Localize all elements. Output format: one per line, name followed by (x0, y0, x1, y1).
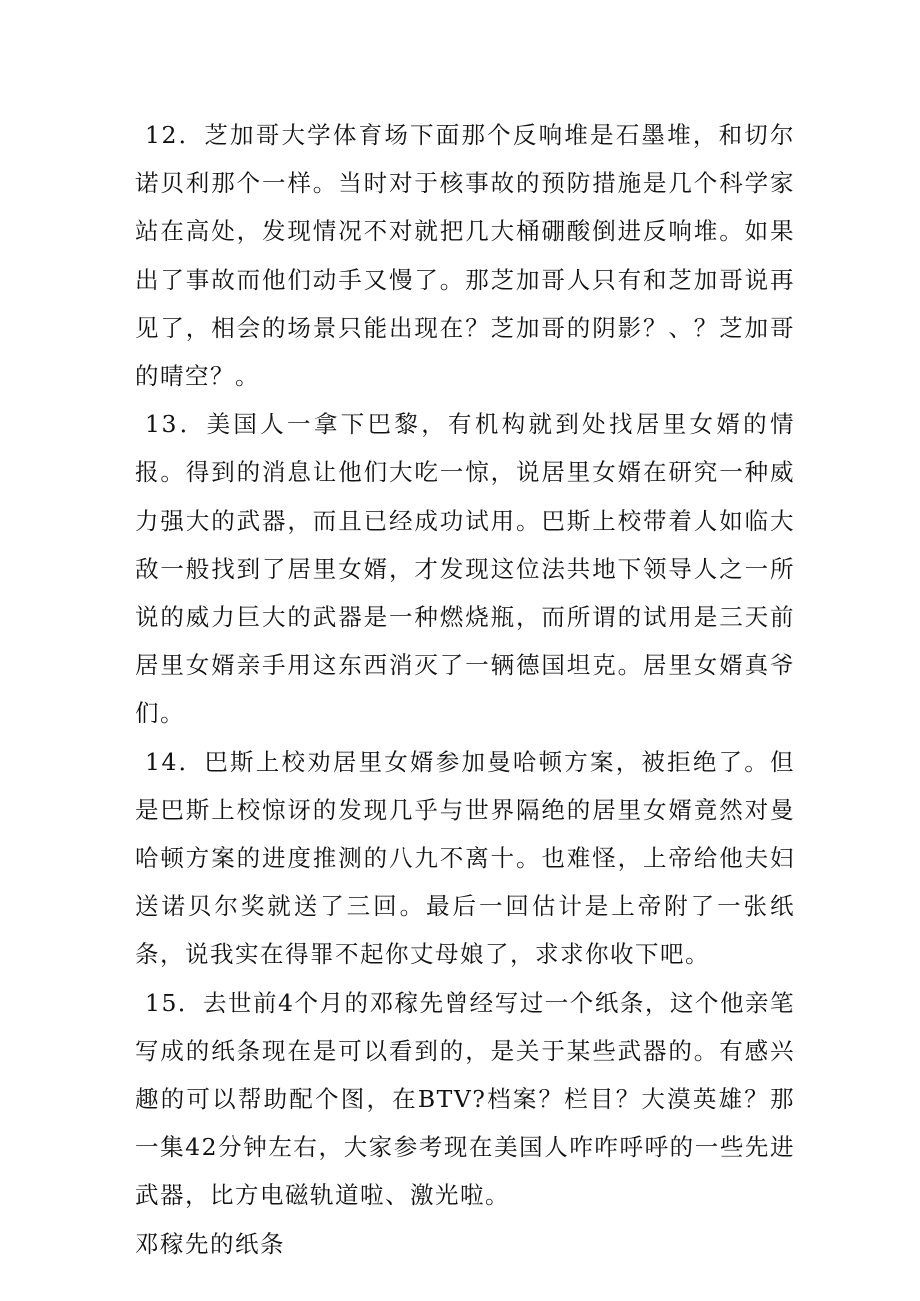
document-body (135, 111, 795, 1268)
paragraph-13: 13．美国人一拿下巴黎，有机构就到处找居里女婿的情报。得到的消息让他们大吃一惊，说居里女婿在研究一种威力强大的武器，而且已经成功试用。巴斯上校带着人如临大敌一般找到了居里女婿，才发现这位法共地下领导人之一所说的威力巨大的武器是一种燃烧瓶，而所谓的试用是三天前居里女婿亲手用这东西消灭了一辆德国坦克。居里女婿真爷们。 (135, 410, 795, 728)
paragraph-14: 14．巴斯上校劝居里女婿参加曼哈顿方案，被拒绝了。但是巴斯上校惊讶的发现几乎与世界隔绝的居里女婿竟然对曼哈顿方案的进度推测的八九不离十。也难怪，上帝给他夫妇送诺贝尔奖就送了三回。最后一回估计是上帝附了一张纸条，说我实在得罪不起你丈母娘了，求求你收下吧。 (135, 747, 795, 969)
paragraph-15: 15．去世前4个月的邓稼先曾经写过一个纸条，这个他亲笔写成的纸条现在是可以看到的，是关于某些武器的。有感兴趣的可以帮助配个图，在BTV?档案？栏目？大漠英雄？那一集42分钟左右，大家参考现在美国人咋咋呼呼的一些先进武器，比方电磁轨道啦、激光啦。 (135, 988, 795, 1210)
paragraph-12: 12．芝加哥大学体育场下面那个反响堆是石墨堆，和切尔诺贝利那个一样。当时对于核事故的预防措施是几个科学家站在高处，发现情况不对就把几大桶硼酸倒进反响堆。如果出了事故而他们动手又慢了。那芝加哥人只有和芝加哥说再见了，相会的场景只能出现在？芝加哥的阴影？、？芝加哥的晴空？。 (135, 121, 795, 391)
figure-caption: 邓稼先的纸条 (135, 1229, 285, 1258)
